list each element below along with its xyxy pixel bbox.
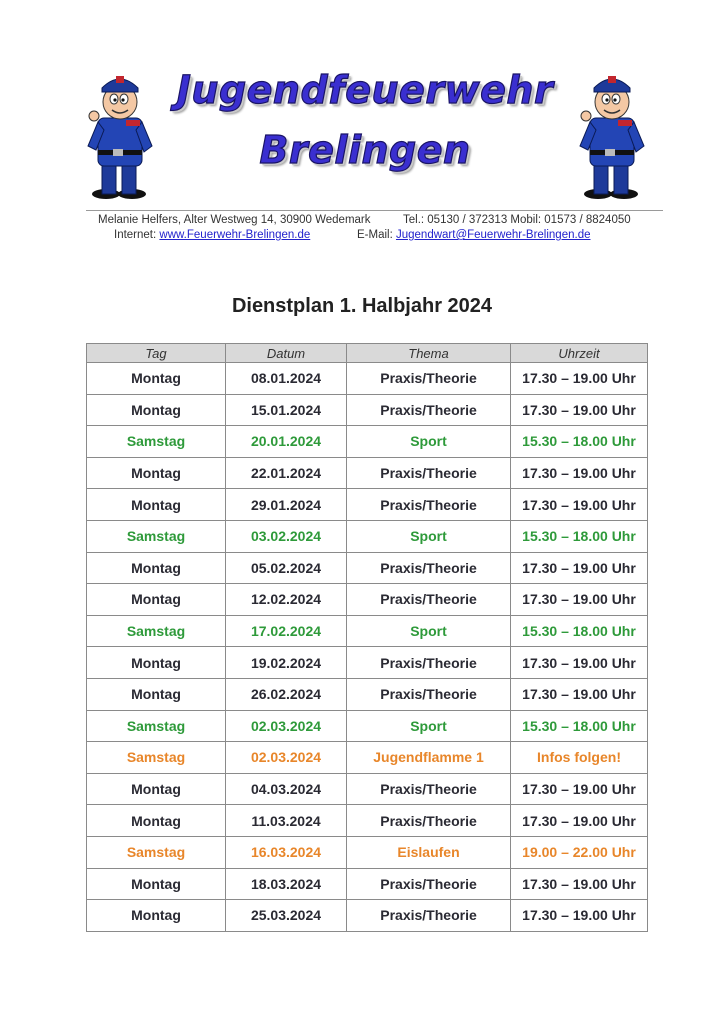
table-row [87, 394, 648, 426]
column-header-tag: Tag [87, 344, 226, 363]
cell-tag: Montag [87, 647, 226, 679]
table-header-row [87, 344, 648, 363]
cell-thema: Sport [347, 615, 511, 647]
cell-thema: Praxis/Theorie [347, 678, 511, 710]
cell-uhrzeit: 17.30 – 19.00 Uhr [511, 363, 648, 395]
cell-thema: Sport [347, 520, 511, 552]
cell-tag: Montag [87, 868, 226, 900]
column-header-uhrzeit: Uhrzeit [511, 344, 648, 363]
cell-tag: Samstag [87, 742, 226, 774]
cell-uhrzeit: 15.30 – 18.00 Uhr [511, 710, 648, 742]
cell-thema: Praxis/Theorie [347, 489, 511, 521]
cell-datum: 16.03.2024 [226, 836, 347, 868]
cell-datum: 12.02.2024 [226, 584, 347, 616]
cell-tag: Montag [87, 678, 226, 710]
table-row [87, 426, 648, 458]
email-link[interactable]: Jugendwart@Feuerwehr-Brelingen.de [395, 229, 591, 241]
cell-tag: Montag [87, 900, 226, 932]
cell-thema: Praxis/Theorie [347, 900, 511, 932]
cell-datum: 18.03.2024 [226, 868, 347, 900]
cell-uhrzeit: 17.30 – 19.00 Uhr [511, 647, 648, 679]
cell-thema: Praxis/Theorie [347, 647, 511, 679]
header-divider [86, 210, 663, 211]
cell-thema: Praxis/Theorie [347, 552, 511, 584]
cell-thema: Praxis/Theorie [347, 394, 511, 426]
cell-uhrzeit: 19.00 – 22.00 Uhr [511, 836, 648, 868]
table-row [87, 584, 648, 616]
cell-uhrzeit: 17.30 – 19.00 Uhr [511, 773, 648, 805]
table-row [87, 900, 648, 932]
cell-datum: 17.02.2024 [226, 615, 347, 647]
cell-datum: 19.02.2024 [226, 647, 347, 679]
cell-datum: 03.02.2024 [226, 520, 347, 552]
cell-datum: 02.03.2024 [226, 710, 347, 742]
cell-datum: 08.01.2024 [226, 363, 347, 395]
cell-tag: Samstag [87, 710, 226, 742]
cell-tag: Montag [87, 363, 226, 395]
cell-thema: Eislaufen [347, 836, 511, 868]
table-row [87, 742, 648, 774]
cell-datum: 25.03.2024 [226, 900, 347, 932]
cell-datum: 15.01.2024 [226, 394, 347, 426]
table-row [87, 805, 648, 837]
contact-phone: Tel.: 05130 / 372313 Mobil: 01573 / 8824050 [403, 214, 631, 226]
cell-tag: Montag [87, 552, 226, 584]
cell-uhrzeit: 17.30 – 19.00 Uhr [511, 584, 648, 616]
cell-datum: 11.03.2024 [226, 805, 347, 837]
cell-uhrzeit: 15.30 – 18.00 Uhr [511, 520, 648, 552]
cell-tag: Samstag [87, 426, 226, 458]
cell-uhrzeit: 17.30 – 19.00 Uhr [511, 868, 648, 900]
table-row [87, 647, 648, 679]
schedule-table [86, 343, 648, 932]
cell-uhrzeit: 17.30 – 19.00 Uhr [511, 900, 648, 932]
email-label: E-Mail: [357, 229, 393, 241]
table-row [87, 552, 648, 584]
cell-uhrzeit: 17.30 – 19.00 Uhr [511, 678, 648, 710]
cell-uhrzeit: 17.30 – 19.00 Uhr [511, 805, 648, 837]
table-row [87, 489, 648, 521]
cell-thema: Praxis/Theorie [347, 773, 511, 805]
cell-tag: Montag [87, 457, 226, 489]
cell-tag: Samstag [87, 615, 226, 647]
table-row [87, 363, 648, 395]
cell-datum: 05.02.2024 [226, 552, 347, 584]
table-row [87, 868, 648, 900]
table-row [87, 678, 648, 710]
cell-thema: Jugendflamme 1 [347, 742, 511, 774]
cell-tag: Montag [87, 773, 226, 805]
cell-datum: 04.03.2024 [226, 773, 347, 805]
column-header-datum: Datum [226, 344, 347, 363]
cell-uhrzeit: 15.30 – 18.00 Uhr [511, 426, 648, 458]
cell-tag: Montag [87, 584, 226, 616]
cell-thema: Sport [347, 426, 511, 458]
cell-tag: Samstag [87, 836, 226, 868]
cell-tag: Montag [87, 489, 226, 521]
cell-thema: Praxis/Theorie [347, 805, 511, 837]
brand-title-line1: Jugendfeuerwehr [176, 68, 554, 112]
cell-thema: Praxis/Theorie [347, 868, 511, 900]
schedule-body [87, 363, 648, 932]
cell-uhrzeit: 17.30 – 19.00 Uhr [511, 552, 648, 584]
table-row [87, 457, 648, 489]
cell-uhrzeit: 15.30 – 18.00 Uhr [511, 615, 648, 647]
cell-thema: Praxis/Theorie [347, 584, 511, 616]
cell-datum: 22.01.2024 [226, 457, 347, 489]
contact-address: Melanie Helfers, Alter Westweg 14, 30900 Wedemark [98, 214, 371, 226]
cell-tag: Montag [87, 805, 226, 837]
cell-tag: Samstag [87, 520, 226, 552]
brand-title-line2: Brelingen [259, 128, 471, 172]
table-row [87, 836, 648, 868]
table-row [87, 520, 648, 552]
cell-uhrzeit: 17.30 – 19.00 Uhr [511, 394, 648, 426]
cell-thema: Praxis/Theorie [347, 363, 511, 395]
page-title: Dienstplan 1. Halbjahr 2024 [231, 295, 493, 317]
table-row [87, 710, 648, 742]
cell-uhrzeit: 17.30 – 19.00 Uhr [511, 457, 648, 489]
cell-tag: Montag [87, 394, 226, 426]
firefighter-mascot-right-icon [578, 66, 646, 200]
internet-label: Internet: [114, 229, 157, 241]
cell-datum: 20.01.2024 [226, 426, 347, 458]
internet-line [114, 229, 310, 241]
cell-datum: 29.01.2024 [226, 489, 347, 521]
column-header-thema: Thema [347, 344, 511, 363]
cell-datum: 02.03.2024 [226, 742, 347, 774]
cell-thema: Praxis/Theorie [347, 457, 511, 489]
table-row [87, 773, 648, 805]
firefighter-mascot-left-icon [86, 66, 154, 200]
website-link[interactable]: www.Feuerwehr-Brelingen.de [159, 229, 311, 241]
cell-uhrzeit: 17.30 – 19.00 Uhr [511, 489, 648, 521]
table-row [87, 615, 648, 647]
cell-datum: 26.02.2024 [226, 678, 347, 710]
cell-uhrzeit: Infos folgen! [511, 742, 648, 774]
cell-thema: Sport [347, 710, 511, 742]
email-line [357, 229, 591, 241]
